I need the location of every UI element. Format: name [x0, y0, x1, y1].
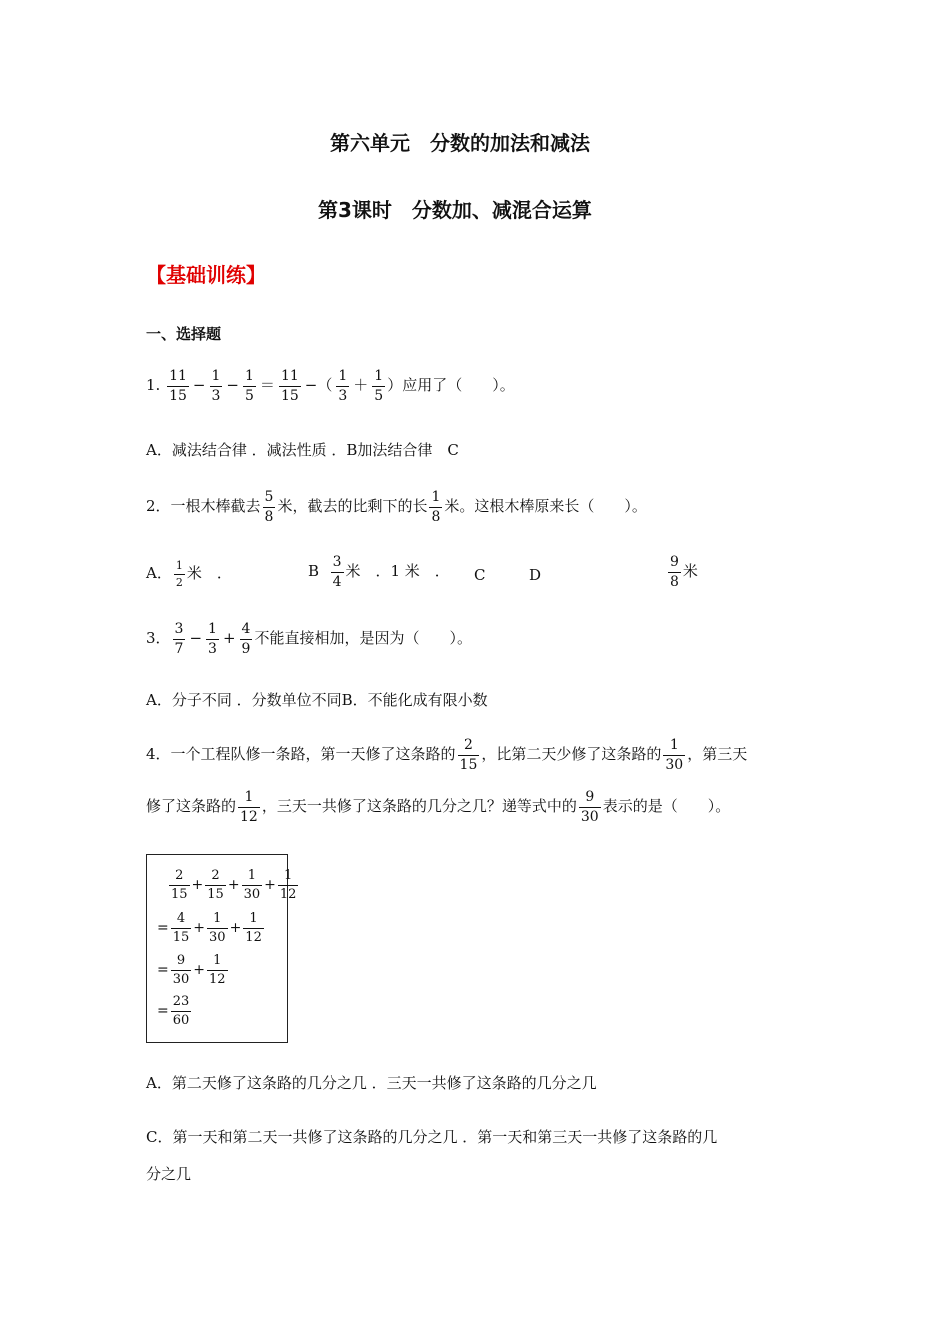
section-tag: 【基础训练】: [146, 263, 266, 287]
fraction: $\frac{1}{30}$: [243, 868, 261, 902]
fraction: $\frac{2}{15}$: [459, 737, 478, 773]
fraction: $\frac{1}{30}$: [665, 737, 684, 773]
q4-options-cd-cont: 分之几: [146, 1165, 192, 1183]
fraction: $\frac{1}{3}$: [338, 368, 348, 404]
q1-number: 1.: [146, 376, 161, 395]
fraction: $\frac{9}{30}$: [172, 953, 190, 987]
operator: −: [226, 376, 239, 395]
q3-options: A．分子不同 ．分数单位不同B．不能化成有限小数: [146, 691, 488, 709]
fraction: $\frac{2}{15}$: [171, 868, 188, 902]
fraction: $\frac{9}{30}$: [580, 789, 599, 825]
q1-options: A．减法结合律 ．减法性质 ．B加法结合律 C: [146, 441, 459, 459]
q2-text: 2．一根木棒截去: [146, 497, 261, 516]
question-2: [146, 490, 647, 524]
question-4-line-2: 修了这条路的 $\frac{1}{12}$ ，三天一共修了这条路的几分之几？递等式中的 $\frac{9}{30}$ 表示的是（ ）。: [146, 789, 731, 825]
fraction: $\frac{11}{15}$: [169, 368, 187, 404]
q4-options-ab: A．第二天修了这条路的几分之几 ．三天一共修了这条路的几分之几: [146, 1074, 597, 1092]
fraction: $\frac{4}{15}$: [172, 911, 190, 945]
fraction: $\frac{1}{30}$: [209, 911, 226, 945]
fraction: $\frac{4}{9}$: [241, 621, 251, 657]
calc-row-3: = $\frac{9}{30}$ + $\frac{1}{12}$: [157, 953, 226, 987]
q2-option-a: A． $\frac{1}{2}$ 米 ．: [146, 559, 232, 589]
question-3: 3． $\frac{3}{7}$ − $\frac{1}{3}$ + $\frac{4}{9}$ 不能直接相加，是因为（ ）。: [146, 621, 472, 657]
q2-text: 米，截去的比剩下的长: [277, 497, 428, 516]
q2-option-d: D: [529, 566, 542, 584]
operator: −: [192, 376, 206, 395]
fraction: $\frac{1}{8}$: [431, 489, 441, 525]
operator: ＝: [259, 376, 275, 395]
operator: −（: [304, 376, 333, 395]
operator: +: [222, 629, 236, 648]
question-1: [146, 369, 515, 403]
lesson-subtitle: 第3课时 分数加、减混合运算: [318, 198, 592, 222]
q2-option-d-value: $\frac{9}{8}$ 米: [670, 554, 698, 590]
calc-row-1: $\frac{2}{15}$ + $\frac{2}{15}$ + $\frac{1}{30}$ + $\frac{1}{12}$: [171, 868, 297, 902]
fraction: $\frac{1}{2}$: [175, 559, 183, 589]
operator: ＋: [353, 376, 369, 395]
q2-text: 米。这根木棒原来长（ ）。: [444, 497, 647, 516]
fraction: $\frac{3}{7}$: [174, 621, 184, 657]
question-4-line-1: 4．一个工程队修一条路，第一天修了这条路的 $\frac{2}{15}$ ，比第二天少修了这条路的 $\frac{1}{30}$ ，第三天: [146, 737, 748, 773]
page-title: 第六单元 分数的加法和减法: [330, 131, 590, 155]
fraction: $\frac{1}{12}$: [245, 911, 262, 945]
calc-row-4: = $\frac{23}{60}$: [157, 994, 190, 1028]
fraction: $\frac{1}{12}$: [240, 789, 258, 825]
fraction: $\frac{1}{5}$: [245, 368, 254, 404]
fraction: $\frac{1}{3}$: [208, 621, 217, 657]
fraction: $\frac{11}{15}$: [280, 368, 299, 404]
fraction: $\frac{3}{4}$: [332, 554, 342, 590]
fraction: $\frac{2}{15}$: [207, 868, 224, 902]
calc-row-2: = $\frac{4}{15}$ + $\frac{1}{30}$ + $\frac{1}{12}$: [157, 911, 262, 945]
fraction: $\frac{23}{60}$: [172, 994, 190, 1028]
fraction: $\frac{1}{5}$: [374, 368, 384, 404]
q1-tail: ）应用了（ ）。: [387, 376, 515, 395]
fraction: $\frac{1}{3}$: [211, 368, 221, 404]
q2-option-c: C: [474, 566, 486, 584]
calculation-box: [146, 854, 297, 1043]
fraction: $\frac{1}{12}$: [209, 953, 226, 987]
q4-options-cd: C．第一天和第二天一共修了这条路的几分之几 ．第一天和第三天一共修了这条路的几: [146, 1128, 718, 1146]
fraction: $\frac{1}{12}$: [279, 868, 297, 902]
q2-option-b: B $\frac{3}{4}$ 米 ．1 米 ．: [308, 554, 450, 590]
fraction: $\frac{9}{8}$: [670, 554, 679, 590]
section-heading: 一、选择题: [146, 325, 222, 343]
operator: −: [189, 629, 203, 648]
fraction: $\frac{5}{8}$: [264, 489, 274, 525]
